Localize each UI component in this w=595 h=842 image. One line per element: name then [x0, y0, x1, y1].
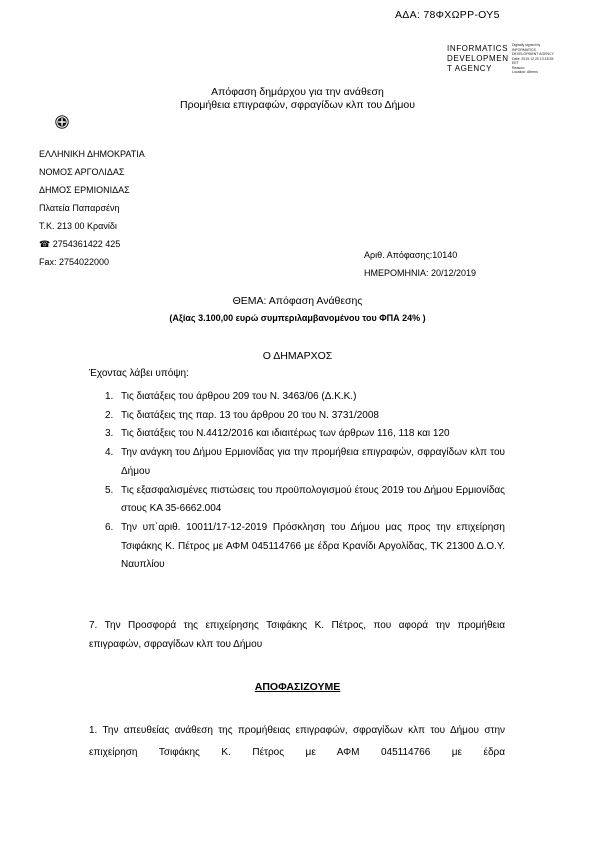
list-item [105, 407, 505, 426]
agency-line: INFORMATICS [447, 44, 509, 53]
signature-line: Reason: [512, 65, 526, 70]
signature-line: Location: Athens [512, 70, 538, 74]
list-item [105, 425, 505, 444]
signature-line: Date: 2019.12.20 13:18:35 [512, 56, 554, 61]
sender-block [39, 145, 145, 271]
ada-number: ΑΔΑ: 78ΦΧΩΡΡ-ΟΥ5 [395, 9, 500, 21]
list-item [105, 388, 505, 407]
list-item-number: 6. [105, 521, 114, 533]
decision-heading-text: ΑΠΟΦΑΣΙΖΟΥΜΕ [254, 681, 341, 693]
list-item-text: Την υπ΄αριθ. 10011/17-12-2019 Πρόσκληση του Δήμου μας προς την επιχείρηση Τσιφάκης Κ. Πέτρος με ΑΦΜ 045114766 με έδρα Κρανίδι Αργολίδας, ΤΚ 21300 Δ.Ο.Υ. Ναυπλίου [121, 521, 505, 571]
list-item-text: Τις εξασφαλισμένες πιστώσεις του προϋπολογισμού έτους 2019 του Δήμου Ερμιονίδας στους ΚΑ 35-6662.004 [121, 484, 505, 515]
reference-block [364, 246, 476, 282]
signature-line: DEVELOPMENT AGENCY [512, 52, 554, 56]
signature-line: INFORMATICS [512, 47, 536, 52]
title-line: Προμήθεια επιγραφών, σφραγίδων κλπ του Δήμου [180, 99, 415, 111]
digital-signature-details [512, 43, 570, 75]
signing-agency [447, 44, 509, 74]
sender-municipality: ΔΗΜΟΣ ΕΡΜΙΟΝΙΔΑΣ [39, 185, 130, 195]
document-title [0, 86, 595, 112]
signature-line: Digitally signed by [512, 43, 541, 47]
sender-postcode: Τ.Κ. 213 00 Κρανίδι [39, 221, 117, 231]
list-item-number: 1. [105, 391, 114, 402]
considerations-list [105, 388, 505, 575]
decision-number: Αριθ. Απόφασης:10140 [364, 250, 458, 260]
agency-line: T AGENCY [447, 64, 493, 73]
list-item-text: Τις διατάξεις της παρ. 13 του άρθρου 20 του Ν. 3731/2008 [121, 409, 379, 421]
consideration-item-7: 7. Την Προσφορά της επιχείρησης Τσιφάκης Κ. Πέτρος, που αφορά την προμήθεια επιγραφών, σφραγίδων κλπ του Δήμου [89, 620, 505, 650]
list-item-text: Την ανάγκη του Δήμου Ερμιονίδας για την προμήθεια επιγραφών, σφραγίδων κλπ του Δήμου [121, 447, 505, 477]
list-item-number: 5. [105, 484, 114, 496]
sender-phone [39, 235, 145, 253]
sender-prefecture: ΝΟΜΟΣ ΑΡΓΟΛΙΔΑΣ [39, 167, 125, 177]
decision-heading [0, 681, 595, 693]
mayor-heading: Ο ΔΗΜΑΡΧΟΣ [262, 350, 333, 362]
phone-icon: ☎ [39, 239, 51, 249]
phone-number: 2754361422 425 [52, 239, 121, 249]
list-item [105, 519, 505, 575]
subject-line: ΘΕΜΑ: Απόφαση Ανάθεσης [232, 295, 363, 307]
decision-paragraph-1: 1. Την απευθείας ανάθεση της προμήθειας επιγραφών, σφραγίδων κλπ του Δήμου στην επιχείρηση Τσιφάκης Κ. Πέτρος με ΑΦΜ 045114766 με έδρα [89, 725, 505, 758]
sender-fax: Fax: 2754022000 [39, 257, 110, 267]
signature-line: EET [512, 61, 519, 65]
sender-address: Πλατεία Παπαρσένη [39, 203, 120, 213]
decision-date: ΗΜΕΡΟΜΗΝΙΑ: 20/12/2019 [364, 268, 477, 278]
list-item-number: 2. [105, 409, 114, 421]
subject-amount: (Αξίας 3.100,00 ευρώ συμπεριλαμβανομένου του ΦΠΑ 24% ) [169, 313, 426, 323]
sender-republic: ΕΛΛΗΝΙΚΗ ΔΗΜΟΚΡΑΤΙΑ [39, 149, 145, 159]
list-item-text: Τις διατάξεις του Ν.4412/2016 και ιδιαιτέρως των άρθρων 116, 118 και 120 [121, 428, 450, 440]
considering-intro: Έχοντας λάβει υπόψη: [89, 368, 189, 379]
list-item [105, 444, 505, 481]
list-item-text: Τις διατάξεις του άρθρου 209 του Ν. 3463/06 (Δ.Κ.Κ.) [121, 391, 357, 402]
list-item-number: 4. [105, 447, 114, 459]
agency-line: DEVELOPMEN [447, 54, 509, 63]
title-line: Απόφαση δημάρχου για την ανάθεση [211, 86, 384, 98]
list-item-number: 3. [105, 428, 114, 440]
list-item [105, 482, 505, 519]
hellenic-republic-emblem-icon [55, 115, 69, 129]
